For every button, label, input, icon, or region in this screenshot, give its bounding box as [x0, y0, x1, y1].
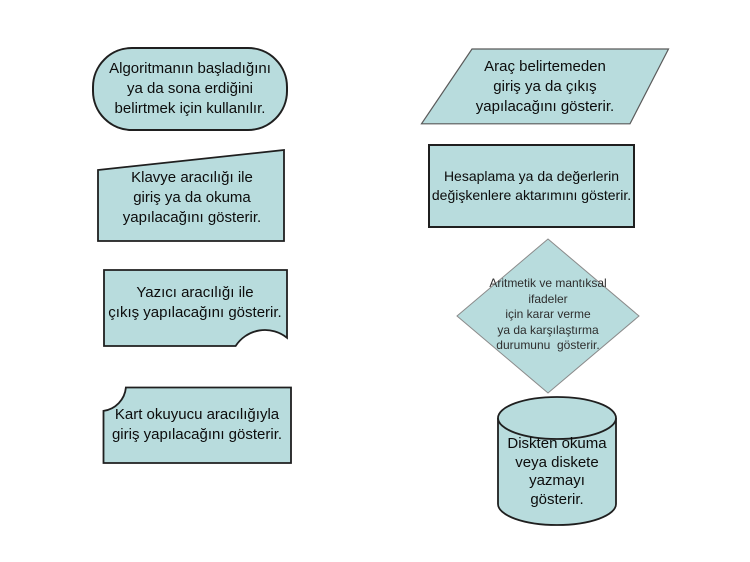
disk-storage-shape — [496, 394, 618, 528]
diamond-icon — [457, 239, 639, 393]
document-description: Yazıcı aracılığı ile çıkış yapılacağını gösterir. — [108, 284, 282, 321]
document-icon — [104, 270, 287, 346]
manual-input-icon — [98, 150, 284, 241]
parallelogram-icon — [422, 49, 669, 124]
terminator-description: Algoritmanın başladığını ya da sona erdiğini belirtmek için kullanılır. — [109, 60, 271, 117]
process-shape — [428, 144, 635, 228]
cylinder-top-icon — [498, 397, 616, 439]
input-output-shape — [420, 48, 670, 125]
document-shape — [102, 268, 292, 380]
decision-description: Aritmetik ve mantıksal ifadeler için karar verme ya da karşılaştırma durumunu gösterir. — [489, 276, 607, 353]
manual-input-description: Klavye aracılığı ile giriş ya da okuma yapılacağını gösterir. — [122, 169, 262, 226]
input-output-description: Araç belirtemeden giriş ya da çıkış yapılacağını gösterir. — [475, 58, 615, 115]
decision-shape — [455, 237, 641, 395]
process-description: Hesaplama ya da değerlerin değişkenlere aktarımını gösterir. — [431, 168, 632, 203]
card-description: Kart okuyucu aracılığıyla giriş yapılacağını gösterir. — [111, 406, 283, 443]
card-icon — [104, 388, 292, 464]
card-shape — [102, 386, 294, 466]
disk-storage-description: Diskten okuma veya diskete yazmayı gösterir. — [507, 435, 607, 508]
terminator-shape — [92, 47, 288, 131]
manual-input-shape — [96, 147, 288, 243]
